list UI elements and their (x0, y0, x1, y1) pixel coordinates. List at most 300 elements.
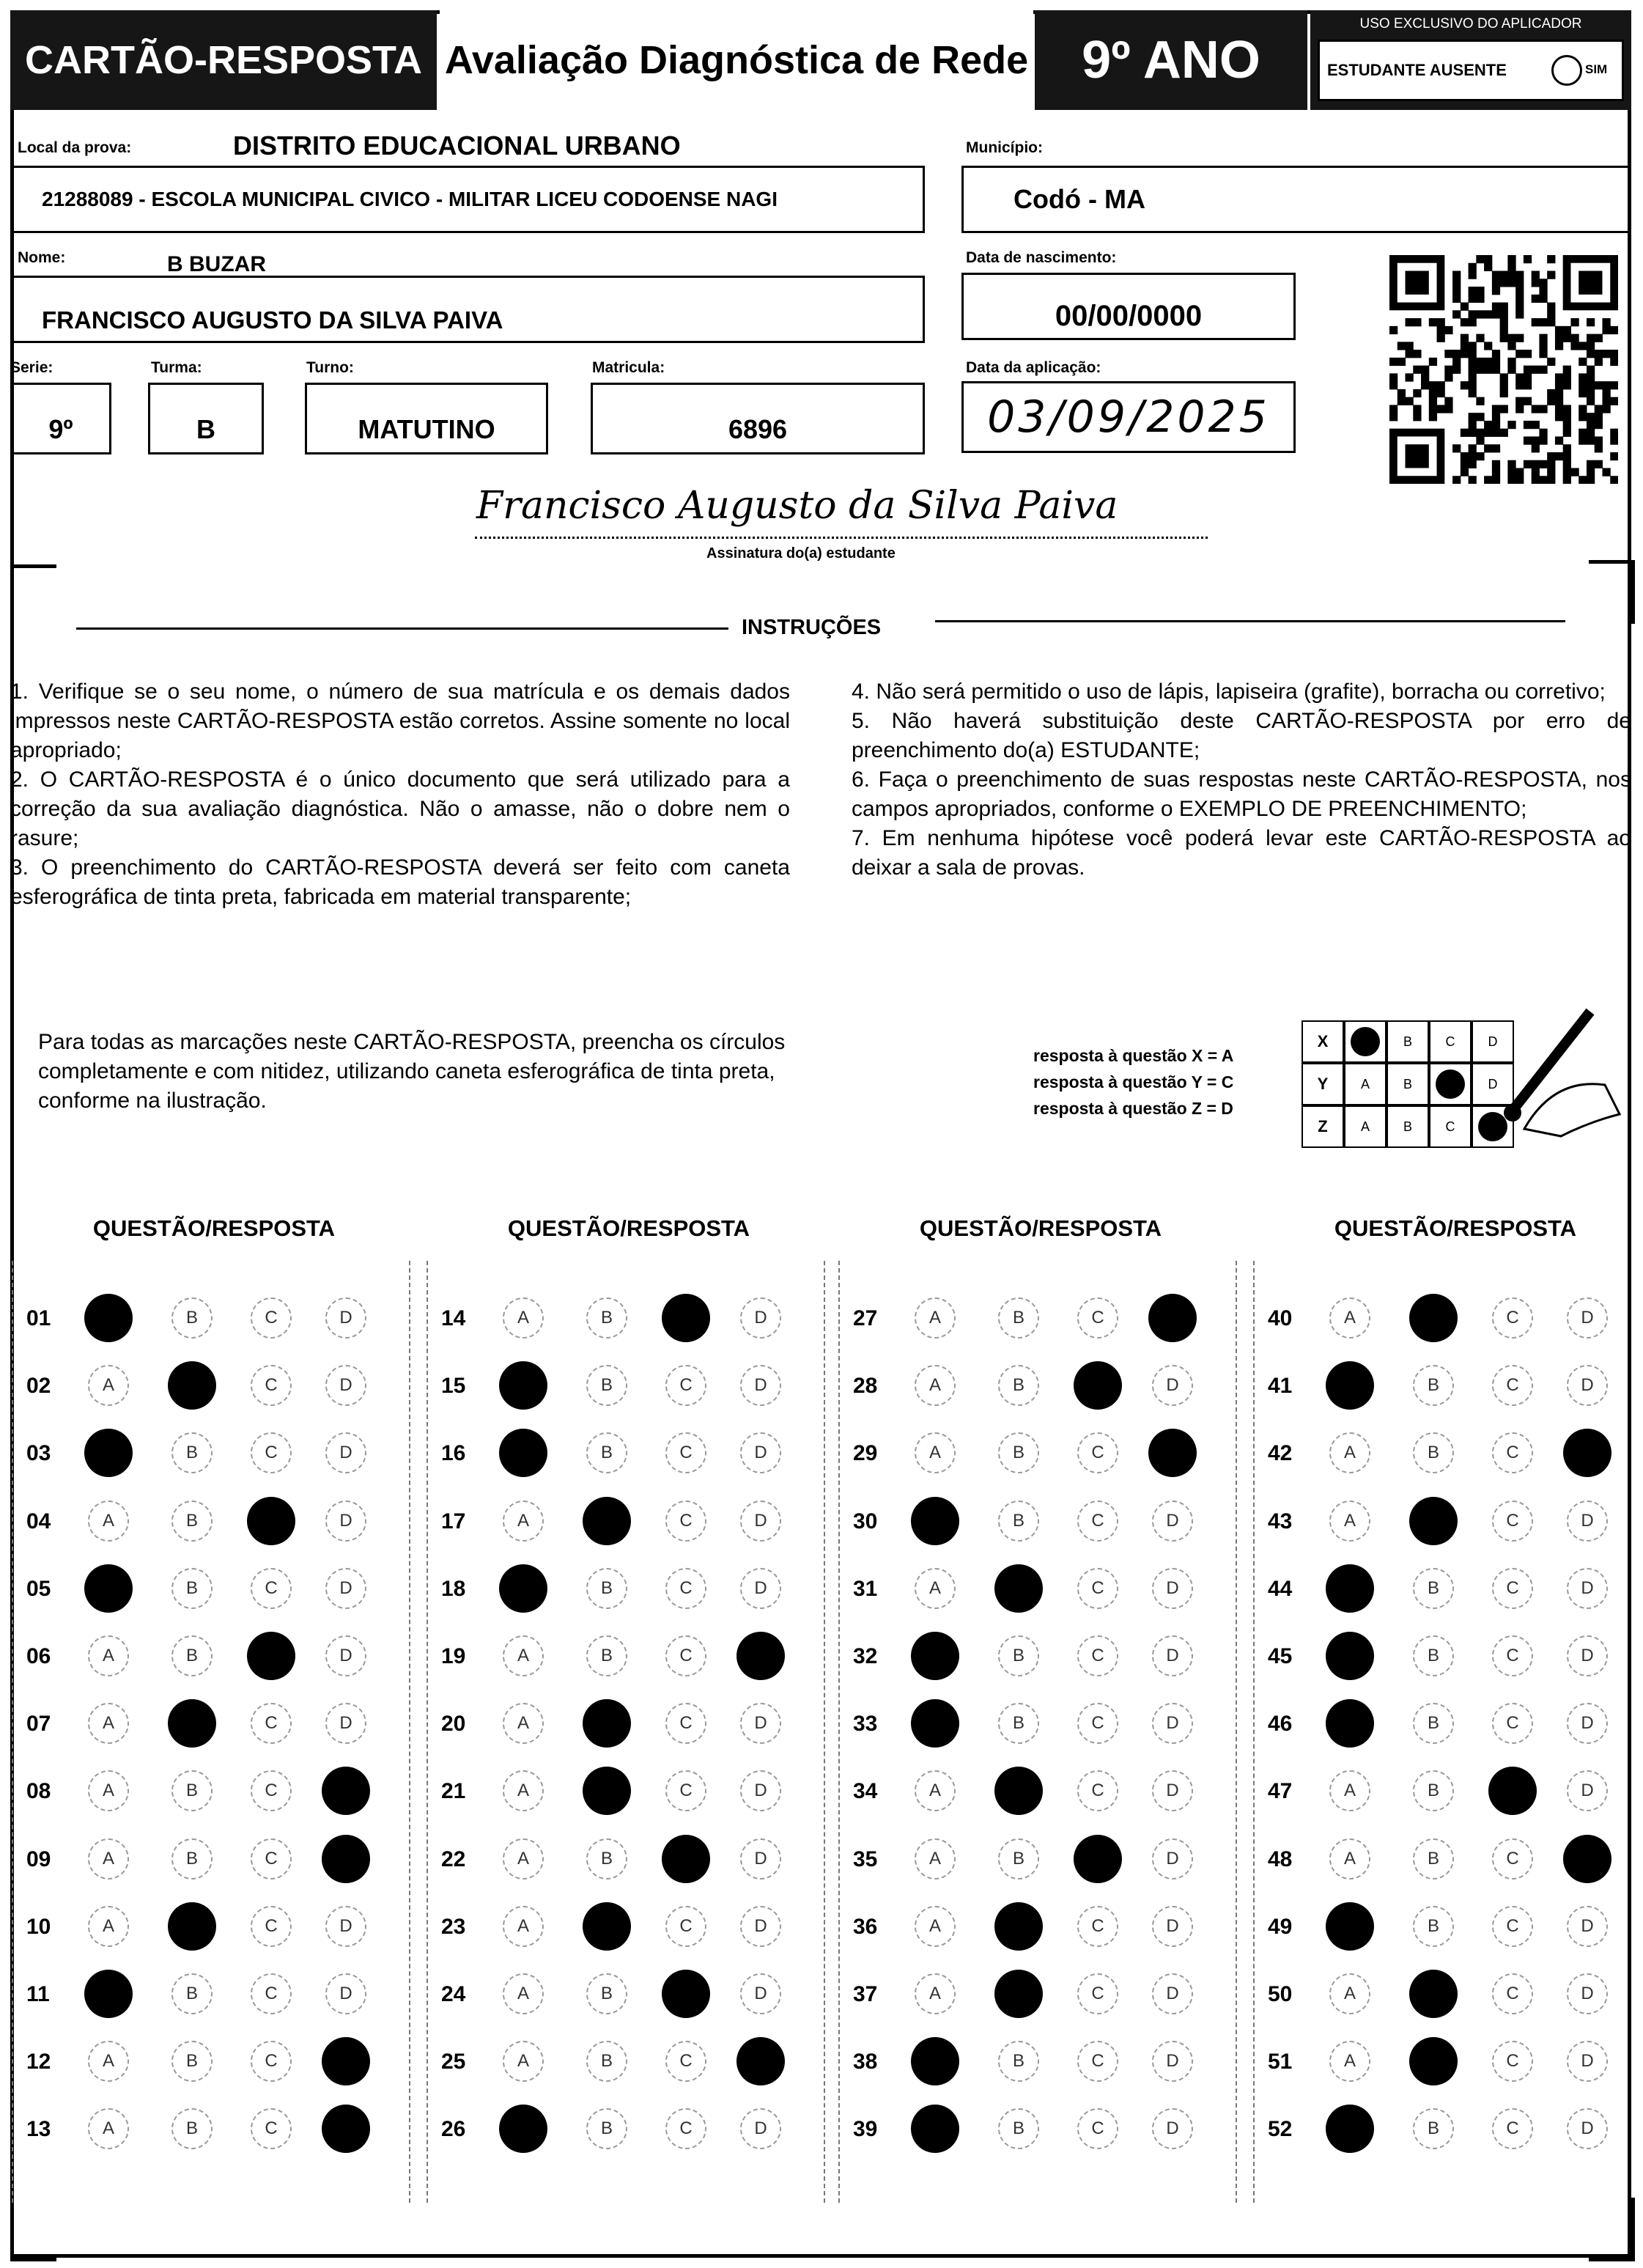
answer-bubble-b[interactable] (998, 1365, 1039, 1406)
bubble-letter: C (265, 1915, 278, 1936)
answer-bubble-d[interactable] (1152, 1365, 1193, 1406)
bubble-letter: C (265, 1577, 278, 1598)
answer-bubble-c[interactable] (1074, 1835, 1122, 1883)
answer-bubble-c[interactable] (251, 1770, 292, 1811)
question-number: 01 (26, 1306, 51, 1330)
answer-bubble-b[interactable] (1409, 1497, 1458, 1545)
bubble-letter: C (1091, 2118, 1104, 2139)
answer-bubble-d[interactable] (740, 2108, 781, 2149)
absent-circle[interactable] (1551, 55, 1582, 86)
answer-bubble-d[interactable] (740, 1568, 781, 1609)
answer-bubble-c[interactable] (251, 1906, 292, 1947)
answer-bubble-a[interactable] (915, 1906, 956, 1947)
answer-bubble-a[interactable] (84, 1294, 133, 1342)
answer-bubble-c[interactable] (665, 1432, 706, 1473)
answer-bubble-d[interactable] (1567, 1568, 1608, 1609)
bubble-letter: D (1581, 1984, 1594, 2003)
answer-bubble-c[interactable] (662, 1835, 710, 1883)
answer-bubble-b[interactable] (171, 1838, 213, 1879)
answer-bubble-d[interactable] (1148, 1429, 1197, 1477)
answer-bubble-c[interactable] (1077, 1568, 1118, 1609)
answer-bubble-b[interactable] (586, 1297, 627, 1339)
answer-bubble-c[interactable] (665, 1703, 706, 1744)
answer-bubble-b[interactable] (1413, 1568, 1454, 1609)
bubble-letter: D (339, 1308, 352, 1328)
answer-bubble-c[interactable] (1077, 1501, 1118, 1542)
answer-bubble-d[interactable] (1567, 1906, 1608, 1947)
question-number: 40 (1268, 1306, 1293, 1330)
question-number: 33 (853, 1712, 878, 1737)
answer-bubble-d[interactable] (740, 1297, 781, 1339)
bubble-letter: A (102, 1375, 114, 1396)
answer-bubble-d[interactable] (1563, 1429, 1611, 1477)
answer-bubble-b[interactable] (1413, 1365, 1454, 1406)
answer-bubble-b[interactable] (586, 1365, 627, 1406)
answer-bubble-a[interactable] (1329, 1297, 1370, 1339)
answer-bubble-c[interactable] (1074, 1361, 1122, 1410)
answer-bubble-b[interactable] (171, 2041, 213, 2082)
answer-bubble-b[interactable] (998, 1703, 1039, 1744)
answer-bubble-d[interactable] (325, 1703, 366, 1744)
aplicacao-label: Data da aplicação: (966, 359, 1101, 376)
answer-bubble-b[interactable] (583, 1902, 631, 1951)
answer-bubble-b[interactable] (1413, 1838, 1454, 1879)
bubble-letter: C (1506, 2118, 1519, 2139)
instructions-title: INSTRUÇÕES (742, 616, 882, 639)
bubble-letter: B (185, 1308, 198, 1328)
answer-bubble-a[interactable] (503, 1635, 544, 1676)
bubble-letter: A (517, 1713, 529, 1734)
answer-bubble-b[interactable] (586, 1568, 627, 1609)
bubble-letter: A (928, 1375, 941, 1396)
bubble-letter: C (1091, 1713, 1104, 1734)
answer-bubble-a[interactable] (503, 1973, 544, 2014)
bubble-letter: C (1091, 1646, 1104, 1665)
answer-bubble-b[interactable] (583, 1699, 631, 1748)
bubble-letter: C (1091, 1915, 1104, 1936)
answer-bubble-d[interactable] (322, 2105, 370, 2153)
answer-bubble-c[interactable] (1492, 1365, 1533, 1406)
answer-bubble-d[interactable] (740, 1432, 781, 1473)
answer-bubble-b[interactable] (583, 1767, 631, 1815)
answer-bubble-d[interactable] (1152, 1770, 1193, 1811)
answer-bubble-c[interactable] (251, 1365, 292, 1406)
bubble-letter: A (102, 1713, 114, 1734)
answer-bubble-c[interactable] (1492, 1838, 1533, 1879)
answer-bubble-b[interactable] (994, 1564, 1043, 1613)
answer-row (843, 2108, 1224, 2152)
answer-bubble-c[interactable] (247, 1632, 295, 1680)
answer-bubble-a[interactable] (911, 1699, 959, 1748)
bubble-letter: C (265, 2051, 278, 2072)
answer-bubble-a[interactable] (499, 2105, 547, 2153)
answer-bubble-b[interactable] (168, 1699, 216, 1748)
bubble-letter: D (754, 1577, 767, 1598)
answer-bubble-c[interactable] (1492, 1501, 1533, 1542)
answer-bubble-c[interactable] (665, 1906, 706, 1947)
answer-bubble-a[interactable] (88, 1703, 129, 1744)
example-row-label: Y (1302, 1063, 1344, 1105)
answer-bubble-d[interactable] (1567, 1703, 1608, 1744)
signature-line (475, 537, 1208, 539)
question-number: 29 (853, 1441, 878, 1466)
answer-bubble-a[interactable] (499, 1361, 547, 1410)
answer-bubble-c[interactable] (665, 2108, 706, 2149)
answer-bubble-d[interactable] (325, 1501, 366, 1542)
answer-bubble-d[interactable] (1567, 1501, 1608, 1542)
answer-bubble-c[interactable] (665, 2041, 706, 2082)
answer-bubble-a[interactable] (1326, 1632, 1374, 1680)
answer-bubble-c[interactable] (1077, 1770, 1118, 1811)
answer-bubble-a[interactable] (915, 1838, 956, 1879)
example-text: Para todas as marcações neste CARTÃO-RESPOSTA, preencha os círculos completamente e com nitidez, utilizando caneta esferográfica de tinta preta, conforme na ilustração. (38, 1030, 786, 1113)
answer-bubble-c[interactable] (251, 1973, 292, 2014)
answer-bubble-a[interactable] (915, 1365, 956, 1406)
answer-bubble-b[interactable] (998, 1838, 1039, 1879)
bubble-letter: B (1427, 1375, 1439, 1396)
answer-bubble-d[interactable] (740, 1770, 781, 1811)
answer-bubble-a[interactable] (503, 1838, 544, 1879)
answer-bubble-a[interactable] (84, 1564, 133, 1613)
instruction-7: 7. Em nenhuma hipótese você poderá levar este CARTÃO-RESPOSTA ao deixar a sala de provas. (852, 826, 1631, 880)
answer-bubble-d[interactable] (740, 1906, 781, 1947)
question-number: 19 (441, 1644, 466, 1668)
answer-bubble-a[interactable] (503, 1297, 544, 1339)
answer-bubble-a[interactable] (88, 2108, 129, 2149)
answer-bubble-c[interactable] (251, 1297, 292, 1339)
answer-row (843, 1365, 1224, 1409)
bubble-letter: C (679, 1577, 693, 1598)
answer-bubble-c[interactable] (662, 1970, 710, 2018)
answer-bubble-b[interactable] (1413, 1432, 1454, 1473)
answer-bubble-c[interactable] (1077, 1906, 1118, 1947)
answer-bubble-d[interactable] (1148, 1294, 1197, 1342)
answer-bubble-c[interactable] (251, 1838, 292, 1879)
example-option-a (1344, 1020, 1387, 1063)
question-number: 18 (441, 1576, 466, 1601)
answer-row (431, 2041, 812, 2085)
answer-bubble-a[interactable] (84, 1429, 133, 1477)
answer-bubble-a[interactable] (1326, 1361, 1374, 1410)
instruction-5: 5. Não haverá substituição deste CARTÃO-RESPOSTA por erro de preenchimento do(a) ESTUDANTE; (852, 709, 1631, 762)
answer-row (431, 1838, 812, 1882)
answer-bubble-c[interactable] (1492, 1703, 1533, 1744)
answer-bubble-d[interactable] (322, 2037, 370, 2085)
question-number: 30 (853, 1509, 878, 1534)
answer-bubble-b[interactable] (1413, 1635, 1454, 1676)
answer-bubble-c[interactable] (1077, 2041, 1118, 2082)
answer-bubble-a[interactable] (503, 1703, 544, 1744)
answer-bubble-b[interactable] (171, 1501, 213, 1542)
answer-bubble-b[interactable] (1409, 1970, 1458, 2018)
bubble-letter: D (339, 1915, 352, 1936)
answer-bubble-d[interactable] (740, 1973, 781, 2014)
answer-bubble-b[interactable] (998, 1635, 1039, 1676)
answer-bubble-b[interactable] (1413, 1703, 1454, 1744)
answer-bubble-d[interactable] (740, 1838, 781, 1879)
answer-bubble-b[interactable] (1413, 1906, 1454, 1947)
answer-bubble-a[interactable] (1326, 1902, 1374, 1951)
answer-bubble-d[interactable] (1152, 1635, 1193, 1676)
answer-bubble-a[interactable] (503, 2041, 544, 2082)
signature-label: Assinatura do(a) estudante (706, 545, 896, 562)
answer-bubble-c[interactable] (1077, 1432, 1118, 1473)
answer-bubble-d[interactable] (1152, 2041, 1193, 2082)
answer-bubble-a[interactable] (503, 1906, 544, 1947)
answer-bubble-b[interactable] (171, 1432, 213, 1473)
answer-bubble-c[interactable] (662, 1294, 710, 1342)
answer-row (431, 1770, 812, 1814)
answer-bubble-a[interactable] (1329, 1432, 1370, 1473)
answer-bubble-a[interactable] (503, 1770, 544, 1811)
answer-bubble-b[interactable] (168, 1902, 216, 1951)
question-number: 37 (853, 1982, 878, 2006)
answer-bubble-d[interactable] (325, 1635, 366, 1676)
bubble-letter: D (1581, 2051, 1594, 2072)
answer-bubble-c[interactable] (251, 1703, 292, 1744)
answer-bubble-d[interactable] (1567, 2041, 1608, 2082)
bubble-letter: D (339, 1375, 352, 1396)
answer-bubble-a[interactable] (1326, 1699, 1374, 1748)
answer-row (1258, 2108, 1639, 2152)
bubble-letter: C (679, 1713, 693, 1734)
answer-bubble-b[interactable] (994, 1970, 1043, 2018)
bubble-letter: D (754, 2118, 767, 2139)
answer-bubble-c[interactable] (665, 1635, 706, 1676)
bubble-letter: D (339, 1443, 352, 1463)
answer-bubble-c[interactable] (1492, 2108, 1533, 2149)
answer-bubble-c[interactable] (1492, 1568, 1533, 1609)
answer-bubble-a[interactable] (911, 1497, 959, 1545)
bubble-letter: D (754, 1308, 767, 1328)
example-legend (1033, 1042, 1233, 1122)
answer-bubble-a[interactable] (84, 1970, 133, 2018)
answer-bubble-c[interactable] (1077, 1297, 1118, 1339)
answer-bubble-a[interactable] (1329, 1973, 1370, 2014)
serie-box (10, 383, 111, 454)
answer-bubble-a[interactable] (88, 1501, 129, 1542)
answer-bubble-a[interactable] (88, 1635, 129, 1676)
answer-bubble-d[interactable] (322, 1767, 370, 1815)
answer-bubble-c[interactable] (1492, 1973, 1533, 2014)
question-number: 39 (853, 2117, 878, 2142)
bubble-letter: B (600, 2051, 613, 2072)
answer-row (431, 1973, 812, 2017)
answer-bubble-c[interactable] (247, 1497, 295, 1545)
answer-bubble-d[interactable] (736, 2037, 785, 2085)
answer-bubble-b[interactable] (998, 2108, 1039, 2149)
answer-row (431, 1635, 812, 1679)
corner-bottom-right (1589, 2198, 1635, 2261)
absent-label: ESTUDANTE AUSENTE (1327, 61, 1507, 79)
answer-bubble-d[interactable] (325, 1432, 366, 1473)
bubble-letter: C (265, 1984, 278, 2003)
card-title: CARTÃO-RESPOSTA (10, 10, 437, 110)
answer-bubble-c[interactable] (665, 1770, 706, 1811)
answer-bubble-b[interactable] (994, 1767, 1043, 1815)
answer-bubble-d[interactable] (322, 1835, 370, 1883)
instruction-4: 4. Não será permitido o uso de lápis, lapiseira (grafite), borracha ou corretivo; (852, 680, 1606, 704)
answer-bubble-d[interactable] (740, 1703, 781, 1744)
answer-bubble-a[interactable] (915, 1770, 956, 1811)
answer-bubble-a[interactable] (915, 1973, 956, 2014)
bubble-letter: B (185, 1510, 198, 1531)
answer-bubble-a[interactable] (911, 2037, 959, 2085)
answer-bubble-c[interactable] (665, 1501, 706, 1542)
answer-bubble-c[interactable] (1492, 1906, 1533, 1947)
answer-bubble-c[interactable] (1488, 1767, 1537, 1815)
answer-bubble-c[interactable] (1077, 1973, 1118, 2014)
example-option-c: C (1429, 1105, 1472, 1148)
answer-bubble-b[interactable] (998, 1501, 1039, 1542)
bubble-letter: C (1091, 1577, 1104, 1598)
answer-bubble-b[interactable] (171, 1568, 213, 1609)
answer-bubble-d[interactable] (1567, 1770, 1608, 1811)
bubble-letter: B (600, 1646, 613, 1665)
answer-bubble-b[interactable] (998, 1432, 1039, 1473)
answer-bubble-b[interactable] (1413, 1770, 1454, 1811)
answer-bubble-c[interactable] (1492, 1297, 1533, 1339)
answer-bubble-a[interactable] (88, 1906, 129, 1947)
bubble-letter: D (754, 1915, 767, 1936)
answer-bubble-b[interactable] (1409, 2037, 1458, 2085)
question-number: 14 (441, 1306, 466, 1330)
answer-bubble-a[interactable] (88, 1838, 129, 1879)
answer-row (843, 1838, 1224, 1882)
answer-bubble-a[interactable] (503, 1501, 544, 1542)
answer-bubble-c[interactable] (1077, 1703, 1118, 1744)
answer-row (843, 1432, 1224, 1476)
answer-bubble-a[interactable] (1329, 1770, 1370, 1811)
answer-bubble-c[interactable] (665, 1365, 706, 1406)
answer-bubble-b[interactable] (586, 2108, 627, 2149)
answer-bubble-b[interactable] (168, 1361, 216, 1410)
answer-bubble-d[interactable] (736, 1632, 785, 1680)
question-number: 34 (853, 1779, 878, 1804)
answer-row (1258, 1501, 1639, 1544)
answer-bubble-c[interactable] (1077, 1635, 1118, 1676)
answer-bubble-b[interactable] (586, 1635, 627, 1676)
answer-bubble-d[interactable] (1567, 1973, 1608, 2014)
answer-bubble-a[interactable] (1329, 2041, 1370, 2082)
answer-bubble-d[interactable] (1152, 1501, 1193, 1542)
answer-bubble-d[interactable] (325, 1568, 366, 1609)
bubble-letter: B (185, 1646, 198, 1665)
answer-bubble-b[interactable] (171, 1770, 213, 1811)
absent-option: SIM (1585, 62, 1608, 76)
answer-bubble-d[interactable] (325, 1973, 366, 2014)
answer-bubble-c[interactable] (1492, 1635, 1533, 1676)
answer-bubble-d[interactable] (740, 1501, 781, 1542)
answer-bubble-b[interactable] (586, 1838, 627, 1879)
bubble-letter: B (600, 1848, 613, 1868)
bubble-letter: D (1166, 1577, 1179, 1598)
answer-row (16, 2041, 397, 2085)
bubble-letter: B (185, 1984, 198, 2003)
aplicacao-box (961, 381, 1296, 453)
answer-bubble-d[interactable] (1567, 1365, 1608, 1406)
answer-bubble-d[interactable] (1152, 1568, 1193, 1609)
answer-bubble-b[interactable] (586, 1973, 627, 2014)
answer-bubble-b[interactable] (994, 1902, 1043, 1951)
legend-x: resposta à questão X = A (1033, 1046, 1234, 1065)
answer-bubble-d[interactable] (325, 1906, 366, 1947)
answer-bubble-d[interactable] (1152, 1973, 1193, 2014)
bubble-letter: A (517, 1308, 529, 1328)
bubble-letter: B (1012, 1646, 1024, 1665)
answer-bubble-c[interactable] (251, 1568, 292, 1609)
answer-bubble-b[interactable] (586, 1432, 627, 1473)
bubble-letter: C (1506, 1713, 1519, 1734)
bubble-letter: D (339, 1577, 352, 1598)
answer-bubble-a[interactable] (911, 1632, 959, 1680)
answer-bubble-c[interactable] (251, 2041, 292, 2082)
answer-bubble-d[interactable] (1567, 1297, 1608, 1339)
serie-label: Serie: (10, 359, 53, 376)
answer-bubble-d[interactable] (1152, 1906, 1193, 1947)
answer-bubble-c[interactable] (251, 1432, 292, 1473)
question-number: 52 (1268, 2117, 1293, 2142)
answer-bubble-d[interactable] (1152, 2108, 1193, 2149)
bubble-letter: B (600, 1984, 613, 2003)
answer-bubble-a[interactable] (1329, 1501, 1370, 1542)
answer-bubble-c[interactable] (251, 2108, 292, 2149)
answer-bubble-d[interactable] (1567, 1635, 1608, 1676)
answer-bubble-b[interactable] (998, 2041, 1039, 2082)
answer-bubble-a[interactable] (1326, 1564, 1374, 1613)
answer-bubble-b[interactable] (171, 2108, 213, 2149)
bubble-letter: D (1166, 1915, 1179, 1936)
answer-row (1258, 1703, 1639, 1747)
answer-bubble-d[interactable] (325, 1365, 366, 1406)
bubble-letter: D (1166, 1646, 1179, 1665)
answer-bubble-a[interactable] (911, 2105, 959, 2153)
answer-bubble-a[interactable] (915, 1568, 956, 1609)
answer-bubble-b[interactable] (171, 1297, 213, 1339)
answer-bubble-a[interactable] (88, 1365, 129, 1406)
answer-bubble-c[interactable] (1077, 2108, 1118, 2149)
answer-bubble-b[interactable] (998, 1297, 1039, 1339)
answer-bubble-d[interactable] (325, 1297, 366, 1339)
answer-bubble-c[interactable] (665, 1568, 706, 1609)
answer-bubble-a[interactable] (1329, 1838, 1370, 1879)
answer-bubble-b[interactable] (1413, 2108, 1454, 2149)
answer-bubble-d[interactable] (1563, 1835, 1611, 1883)
answer-bubble-a[interactable] (915, 1297, 956, 1339)
answer-bubble-b[interactable] (583, 1497, 631, 1545)
answer-bubble-c[interactable] (1492, 2041, 1533, 2082)
answer-bubble-b[interactable] (171, 1973, 213, 2014)
answer-bubble-b[interactable] (586, 2041, 627, 2082)
bubble-letter: A (928, 1443, 941, 1463)
answer-bubble-d[interactable] (1152, 1838, 1193, 1879)
answer-bubble-a[interactable] (88, 1770, 129, 1811)
answer-bubble-b[interactable] (1409, 1294, 1458, 1342)
answer-bubble-b[interactable] (171, 1635, 213, 1676)
answer-bubble-a[interactable] (499, 1564, 547, 1613)
example-option-a: A (1344, 1063, 1387, 1105)
answer-bubble-a[interactable] (88, 2041, 129, 2082)
answer-bubble-d[interactable] (740, 1365, 781, 1406)
question-number: 49 (1268, 1914, 1293, 1939)
answer-bubble-d[interactable] (1152, 1703, 1193, 1744)
answer-bubble-a[interactable] (499, 1429, 547, 1477)
municipio-box (961, 166, 1630, 233)
answer-bubble-a[interactable] (915, 1432, 956, 1473)
answer-bubble-a[interactable] (1326, 2105, 1374, 2153)
answer-bubble-c[interactable] (1492, 1432, 1533, 1473)
answer-bubble-d[interactable] (1567, 2108, 1608, 2149)
